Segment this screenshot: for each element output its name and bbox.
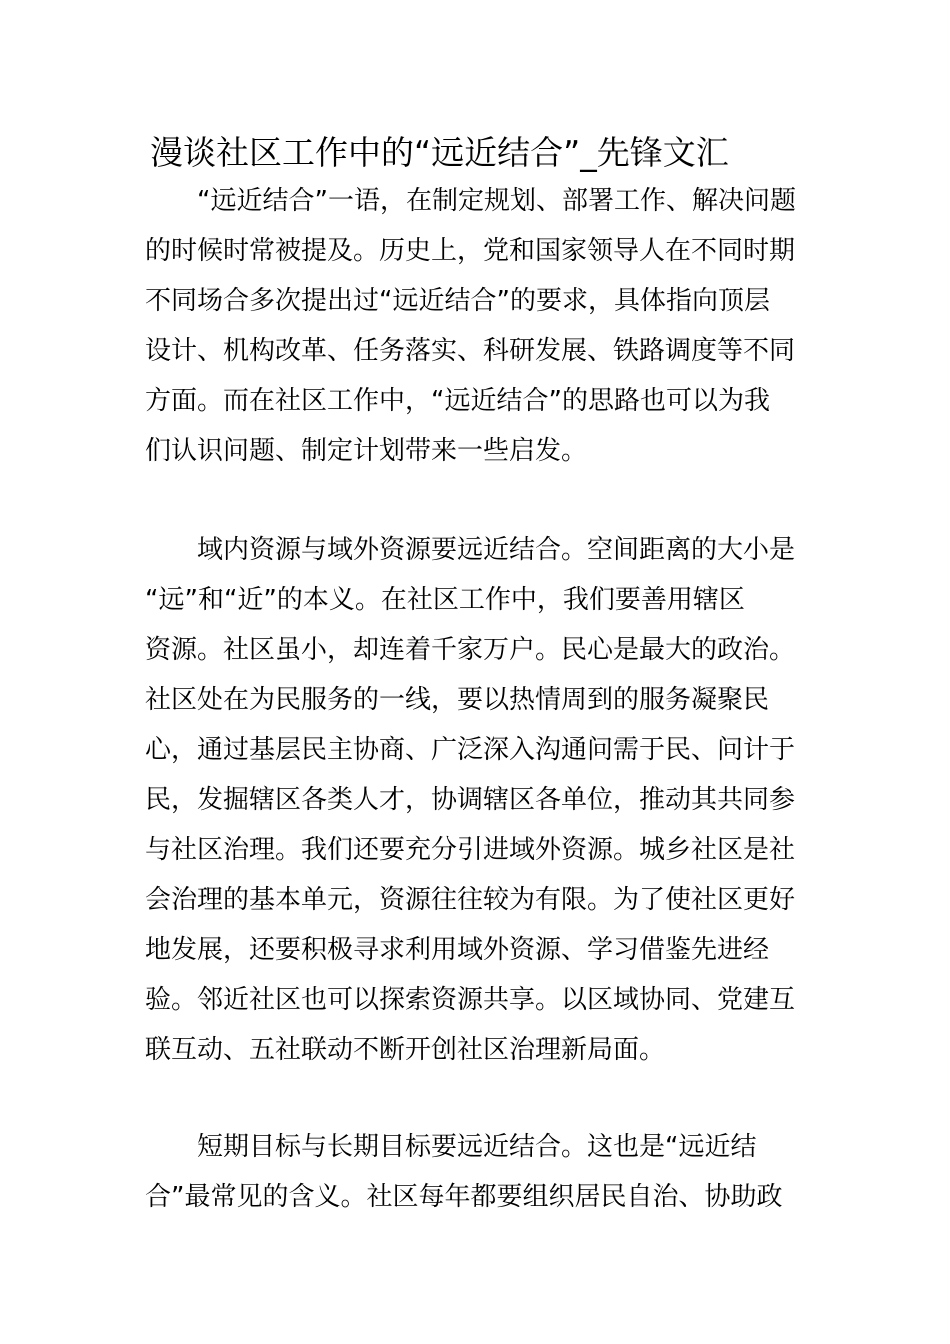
paragraph-3 <box>145 1122 810 1222</box>
paragraph-line: 短期目标与长期目标要远近结合。这也是“远近结 <box>197 1132 757 1162</box>
paragraph-line: 与社区治理。我们还要充分引进域外资源。城乡社区是社 <box>145 835 796 865</box>
paragraph-line: 的时候时常被提及。历史上，党和国家领导人在不同时期 <box>145 236 796 266</box>
paragraph-line: 们认识问题、制定计划带来一些启发。 <box>145 436 588 466</box>
paragraph-line: 设计、机构改革、任务落实、科研发展、铁路调度等不同 <box>145 336 796 366</box>
paragraph-line: 民，发掘辖区各类人才，协调辖区各单位，推动其共同参 <box>145 785 796 815</box>
paragraph-line: 地发展，还要积极寻求利用域外资源、学习借鉴先进经 <box>145 935 770 965</box>
paragraph-line: 验。邻近社区也可以探索资源共享。以区域协同、党建互 <box>145 985 796 1015</box>
paragraph-line: 联互动、五社联动不断开创社区治理新局面。 <box>145 1035 666 1065</box>
paragraph-line: 心，通过基层民主协商、广泛深入沟通问需于民、问计于 <box>145 735 796 765</box>
paragraph-line: 社区处在为民服务的一线，要以热情周到的服务凝聚民 <box>145 685 770 715</box>
paragraph-line: 不同场合多次提出过“远近结合”的要求，具体指向顶层 <box>145 286 770 316</box>
paragraph-2 <box>145 525 810 1075</box>
paragraph-line: 域内资源与域外资源要远近结合。空间距离的大小是 <box>197 535 796 565</box>
paragraph-line: “远”和“近”的本义。在社区工作中，我们要善用辖区 <box>145 585 745 615</box>
page-title: 漫谈社区工作中的“远近结合”_先锋文汇 <box>150 133 729 172</box>
paragraph-1 <box>145 176 810 476</box>
paragraph-line: 资源。社区虽小，却连着千家万户。民心是最大的政治。 <box>145 635 796 665</box>
paragraph-line: “远近结合”一语，在制定规划、部署工作、解决问题 <box>197 186 796 216</box>
paragraph-line: 合”最常见的含义。社区每年都要组织居民自治、协助政 <box>145 1182 783 1212</box>
paragraph-line: 会治理的基本单元，资源往往较为有限。为了使社区更好 <box>145 885 796 915</box>
paragraph-line: 方面。而在社区工作中，“远近结合”的思路也可以为我 <box>145 386 770 416</box>
